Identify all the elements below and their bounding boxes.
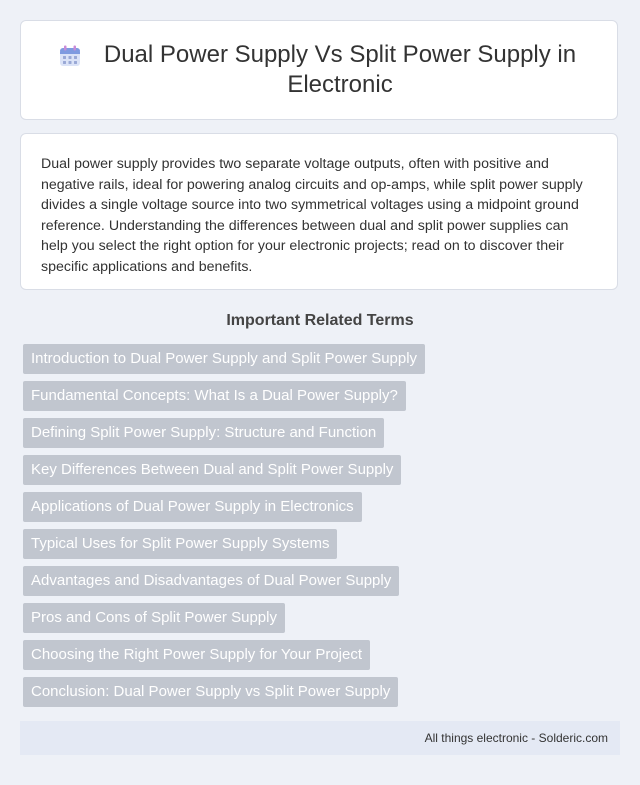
related-term-typical-uses-split[interactable]: Typical Uses for Split Power Supply Systems	[23, 529, 337, 559]
footer	[20, 721, 620, 755]
calendar-icon	[58, 44, 82, 68]
related-term-key-differences[interactable]: Key Differences Between Dual and Split Power Supply	[23, 455, 401, 485]
title-card	[20, 20, 618, 120]
related-term-conclusion[interactable]: Conclusion: Dual Power Supply vs Split Power Supply	[23, 677, 398, 707]
related-term-introduction[interactable]: Introduction to Dual Power Supply and Split Power Supply	[23, 344, 425, 374]
related-term-fundamental-concepts[interactable]: Fundamental Concepts: What Is a Dual Power Supply?	[23, 381, 406, 411]
summary-card	[20, 133, 618, 290]
summary-text: Dual power supply provides two separate voltage outputs, often with positive and negative rails, ideal for powering analog circuits and op-amps, while split power supply divides a single voltage source into two symmetrical voltages using a midpoint ground reference. Understanding the differences between dual and split power supplies can help you select the right option for your electronic projects; read on to discover their specific applications and benefits.	[41, 156, 583, 275]
page-title: Dual Power Supply Vs Split Power Supply in Electronic	[103, 41, 577, 98]
related-terms-heading: Important Related Terms	[226, 312, 414, 329]
footer-text: All things electronic - Solderic.com	[424, 731, 608, 745]
related-term-advantages-dual[interactable]: Advantages and Disadvantages of Dual Power Supply	[23, 566, 399, 596]
related-term-applications-dual[interactable]: Applications of Dual Power Supply in Electronics	[23, 492, 362, 522]
related-term-defining-split[interactable]: Defining Split Power Supply: Structure and Function	[23, 418, 384, 448]
related-terms-list	[23, 344, 623, 707]
title-wrap	[21, 40, 617, 100]
related-term-pros-cons-split[interactable]: Pros and Cons of Split Power Supply	[23, 603, 285, 633]
related-term-choosing[interactable]: Choosing the Right Power Supply for Your Project	[23, 640, 370, 670]
